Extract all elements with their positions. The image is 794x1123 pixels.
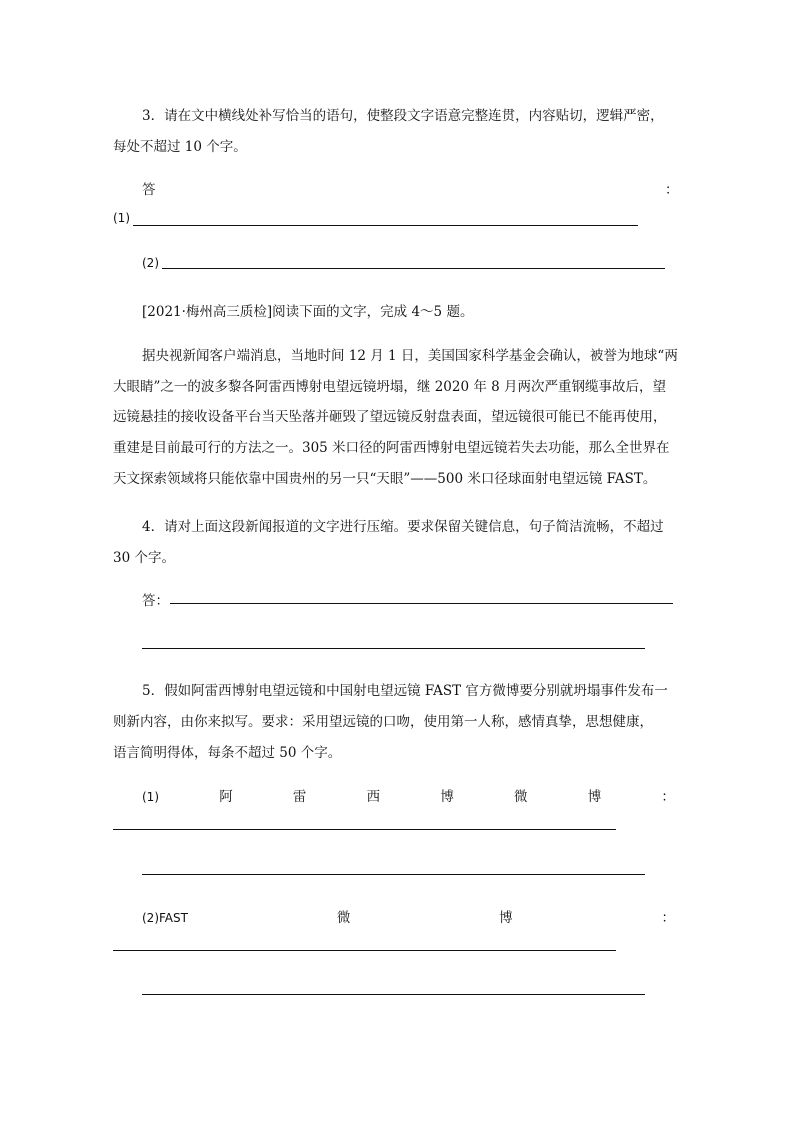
q5-item1-number: (1) bbox=[142, 790, 159, 804]
q3-blank2-line[interactable] bbox=[162, 268, 665, 269]
q3-blank1-label: (1) bbox=[113, 211, 130, 225]
passage-line-5: 天文探索领域将只能依靠中国贵州的另一只“天眼”——500 米口径球面射电望远镜 FAST。 bbox=[113, 471, 657, 487]
q4-stem-line1: 4．请对上面这段新闻报道的文字进行压缩。要求保留关键信息，句子简洁流畅，不超过 bbox=[142, 519, 664, 535]
q5-item1-line-1[interactable] bbox=[113, 829, 616, 830]
q3-blank1-line[interactable] bbox=[133, 225, 638, 226]
q4-answer-line-1[interactable] bbox=[170, 603, 673, 604]
q3-blank2-label: (2) bbox=[142, 256, 159, 270]
q5-item1-char: 微 bbox=[514, 789, 528, 805]
passage-line-3: 远镜悬挂的接收设备平台当天坠落并砸毁了望远镜反射盘表面，望远镜很可能已不能再使用， bbox=[113, 409, 667, 425]
q5-item2-line-2[interactable] bbox=[142, 994, 645, 995]
passage-line-1: 据央视新闻客户端消息，当地时间 12 月 1 日，美国国家科学基金会确认，被誉为地球“两 bbox=[142, 348, 678, 364]
q5-item1-colon: ： bbox=[661, 789, 675, 805]
q5-item1-char: 雷 bbox=[292, 789, 307, 805]
q5-item2-char: 微 bbox=[336, 910, 351, 926]
q4-answer-line-2[interactable] bbox=[142, 648, 645, 649]
q3-stem-line1: 3．请在文中横线处补写恰当的语句，使整段文字语意完整连贯，内容贴切，逻辑严密， bbox=[142, 108, 664, 124]
q5-item2-char: 博 bbox=[499, 910, 513, 926]
q5-item2-label bbox=[142, 906, 675, 926]
q3-stem-line2: 每处不超过 10 个字。 bbox=[113, 139, 247, 155]
q3-answer-colon: ： bbox=[665, 182, 679, 198]
q5-item1-char: 博 bbox=[440, 789, 454, 805]
q5-item1-char: 博 bbox=[587, 789, 602, 805]
passage-line-4: 重建是目前最可行的方法之一。305 米口径的阿雷西博射电望远镜若失去功能，那么全世界在 bbox=[113, 440, 670, 456]
q5-stem-line2: 则新内容，由你来拟写。要求：采用望远镜的口吻，使用第一人称，感情真挚，思想健康， bbox=[113, 714, 653, 730]
q5-stem-line3: 语言简明得体，每条不超过 50 个字。 bbox=[113, 745, 342, 761]
q5-item1-label bbox=[142, 785, 675, 805]
q5-item2-line-1[interactable] bbox=[113, 950, 616, 951]
q5-item1-char: 阿 bbox=[219, 789, 233, 805]
passage-line-2: 大眼睛”之一的波多黎各阿雷西博射电望远镜坍塌，继 2020 年 8 月两次严重钢缆事故后，望 bbox=[113, 379, 667, 395]
q5-item1-line-2[interactable] bbox=[142, 874, 645, 875]
q5-item1-char: 西 bbox=[366, 789, 381, 805]
q5-item2-number: (2)FAST bbox=[142, 911, 188, 925]
q4-answer-label: 答： bbox=[142, 593, 169, 609]
q5-item2-colon: ： bbox=[661, 910, 675, 926]
q3-answer-label: 答 bbox=[142, 182, 156, 198]
q4-stem-line2: 30 个字。 bbox=[113, 550, 175, 566]
q5-stem-line1: 5．假如阿雷西博射电望远镜和中国射电望远镜 FAST 官方微博要分别就坍塌事件发布一 bbox=[142, 683, 668, 699]
passage-source: [2021·梅州高三质检]阅读下面的文字，完成 4～5 题。 bbox=[142, 304, 474, 320]
